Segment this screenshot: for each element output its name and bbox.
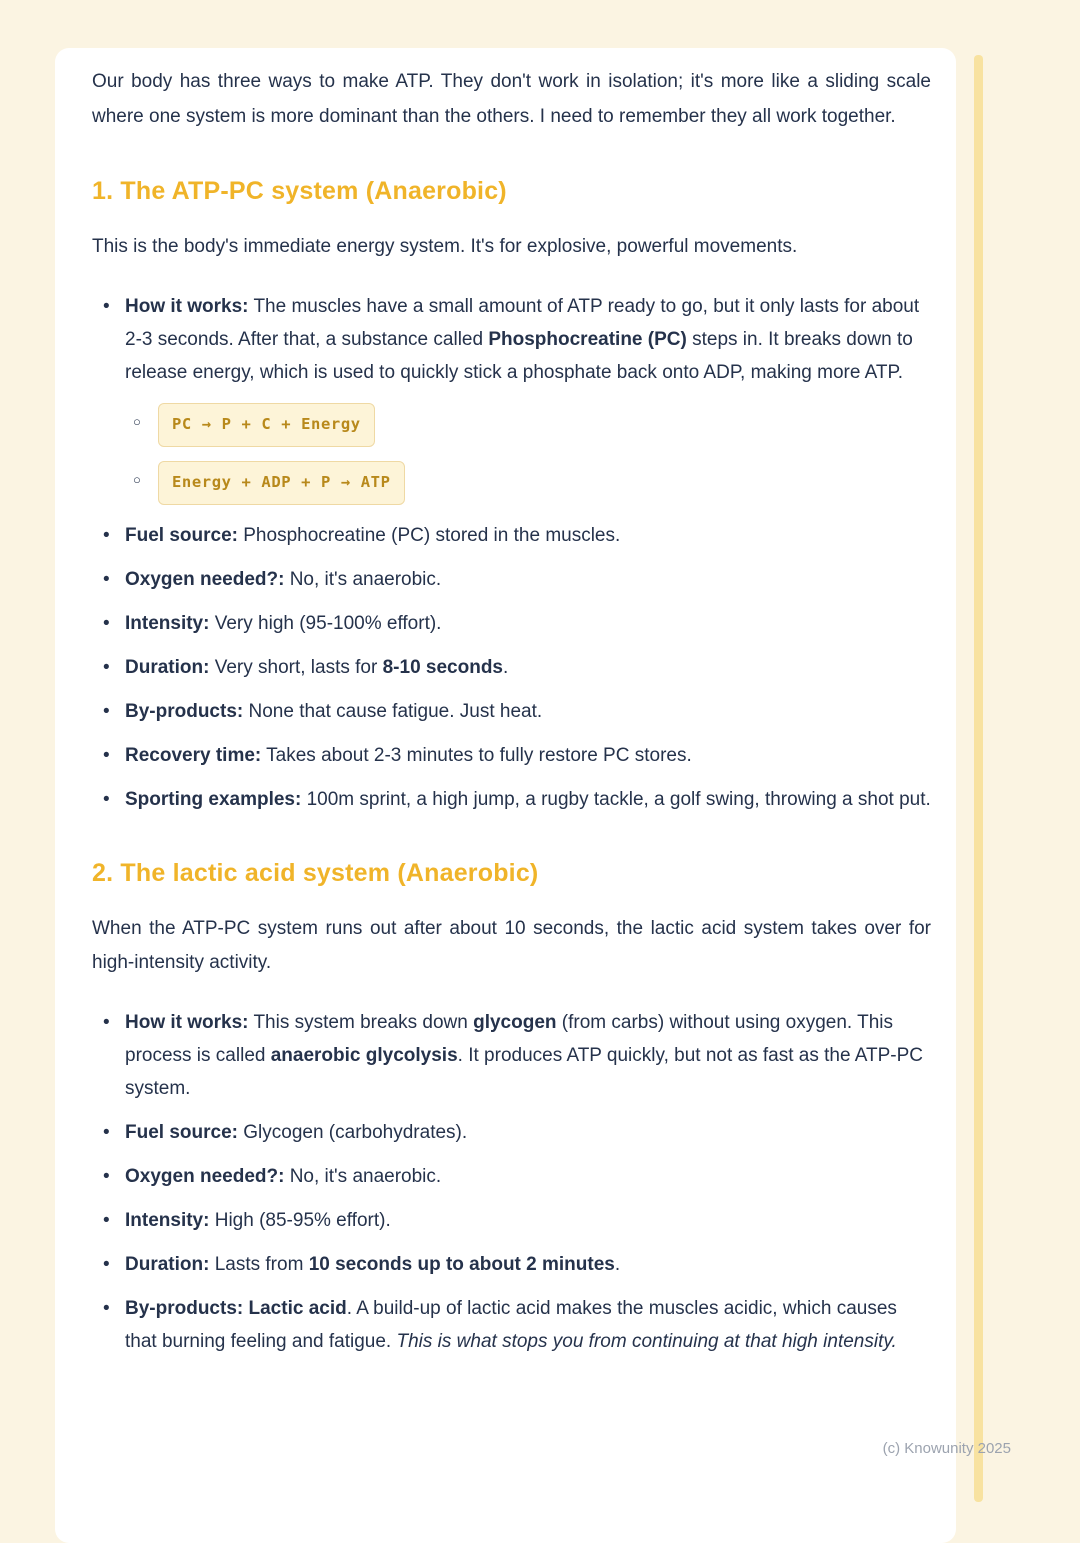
text-segment: Oxygen needed?:: [125, 568, 285, 590]
section-heading: 2. The lactic acid system (Anaerobic): [92, 858, 539, 887]
text-segment: Lasts from: [209, 1253, 309, 1275]
text-segment: Fuel source:: [125, 1121, 238, 1143]
text-segment: Sporting examples:: [125, 788, 302, 810]
text-segment: .: [503, 656, 509, 678]
bullet-item: [92, 607, 931, 640]
text-segment: Duration:: [125, 1253, 210, 1275]
text-segment: Takes about 2-3 minutes to fully restore PC stores.: [261, 744, 692, 766]
formula-chip: Energy + ADP + P → ATP: [158, 461, 405, 505]
text-segment: By-products: Lactic acid: [125, 1297, 347, 1319]
text-segment: steps in. It breaks down to release energy, which is used to quickly stick a phosphate back onto ADP, making more ATP.: [125, 328, 913, 383]
text-segment: Duration:: [125, 656, 210, 678]
text-segment: Very high (95-100% effort).: [209, 612, 442, 634]
text-segment: 10 seconds up to about 2 minutes: [308, 1253, 615, 1275]
intro-paragraph: Our body has three ways to make ATP. They don't work in isolation; it's more like a sliding scale where one system is more dominant than the others. I need to remember they all work together.: [92, 71, 931, 127]
bullet-item: [92, 1160, 931, 1193]
bullet-item: [92, 1204, 931, 1237]
text-segment: Oxygen needed?:: [125, 1165, 285, 1187]
sections-container: [92, 176, 931, 1358]
text-segment: By-products:: [125, 700, 244, 722]
notes-card: [55, 48, 956, 1543]
text-segment: . A build-up of lactic acid makes the muscles acidic, which causes that burning feeling and fatigue.: [125, 1297, 897, 1352]
bullet-list: [92, 1006, 931, 1358]
bullet-item: [92, 739, 931, 772]
bullet-item: [92, 563, 931, 596]
bullet-item: [92, 1116, 931, 1149]
bullet-item: [92, 783, 931, 816]
bullet-item: [92, 1292, 931, 1358]
text-segment: .: [614, 1253, 621, 1275]
text-segment: Glycogen (carbohydrates).: [237, 1121, 468, 1143]
text-segment: . It produces ATP quickly, but not as fast as the ATP-PC system.: [125, 1044, 924, 1099]
text-segment: This system breaks down: [248, 1011, 474, 1033]
text-segment: How it works:: [125, 1011, 249, 1033]
text-segment: Recovery time:: [125, 744, 262, 766]
text-segment: glycogen: [473, 1011, 557, 1033]
text-segment: This is what stops you from continuing at that high intensity.: [396, 1330, 897, 1352]
text-segment: 100m sprint, a high jump, a rugby tackle, a golf swing, throwing a shot put.: [301, 788, 931, 810]
bullet-item: [92, 1006, 931, 1105]
text-segment: No, it's anaerobic.: [284, 568, 442, 590]
text-segment: Intensity:: [125, 1209, 210, 1231]
text-segment: Very short, lasts for: [209, 656, 383, 678]
section-heading: 1. The ATP-PC system (Anaerobic): [92, 177, 507, 205]
text-segment: Intensity:: [125, 612, 210, 634]
text-segment: None that cause fatigue. Just heat.: [243, 700, 543, 722]
text-segment: 8-10 seconds: [382, 656, 504, 678]
text-segment: (from carbs) without using oxygen. This process is called: [125, 1011, 894, 1066]
section-intro: When the ATP-PC system runs out after about 10 seconds, the lactic acid system takes over for high-intensity activity.: [92, 917, 931, 973]
text-segment: Phosphocreatine (PC) stored in the muscles.: [237, 524, 621, 546]
bullet-item: [92, 695, 931, 728]
section-2: [92, 858, 931, 1358]
text-segment: High (85-95% effort).: [209, 1209, 391, 1231]
bullet-item: [92, 290, 931, 505]
section-intro: This is the body's immediate energy system. It's for explosive, powerful movements.: [92, 236, 798, 257]
sub-bullet-item: [125, 403, 931, 447]
sub-bullet-item: [125, 461, 931, 505]
text-segment: The muscles have a small amount of ATP ready to go, but it only lasts for about 2-3 seconds. After that, a substance called: [125, 295, 920, 350]
bullet-item: [92, 519, 931, 552]
sub-bullet-list: [125, 403, 931, 505]
text-segment: How it works:: [125, 295, 249, 317]
formula-chip: PC → P + C + Energy: [158, 403, 375, 447]
text-segment: Fuel source:: [125, 524, 238, 546]
copyright-footer: (c) Knowunity 2025: [882, 1440, 1011, 1457]
text-segment: Phosphocreatine (PC): [488, 328, 687, 350]
right-accent-stripe: [974, 55, 983, 1502]
bullet-item: [92, 651, 931, 684]
text-segment: No, it's anaerobic.: [284, 1165, 442, 1187]
text-segment: anaerobic glycolysis: [270, 1044, 458, 1066]
bullet-item: [92, 1248, 931, 1281]
section-1: [92, 176, 931, 816]
bullet-list: [92, 290, 931, 816]
